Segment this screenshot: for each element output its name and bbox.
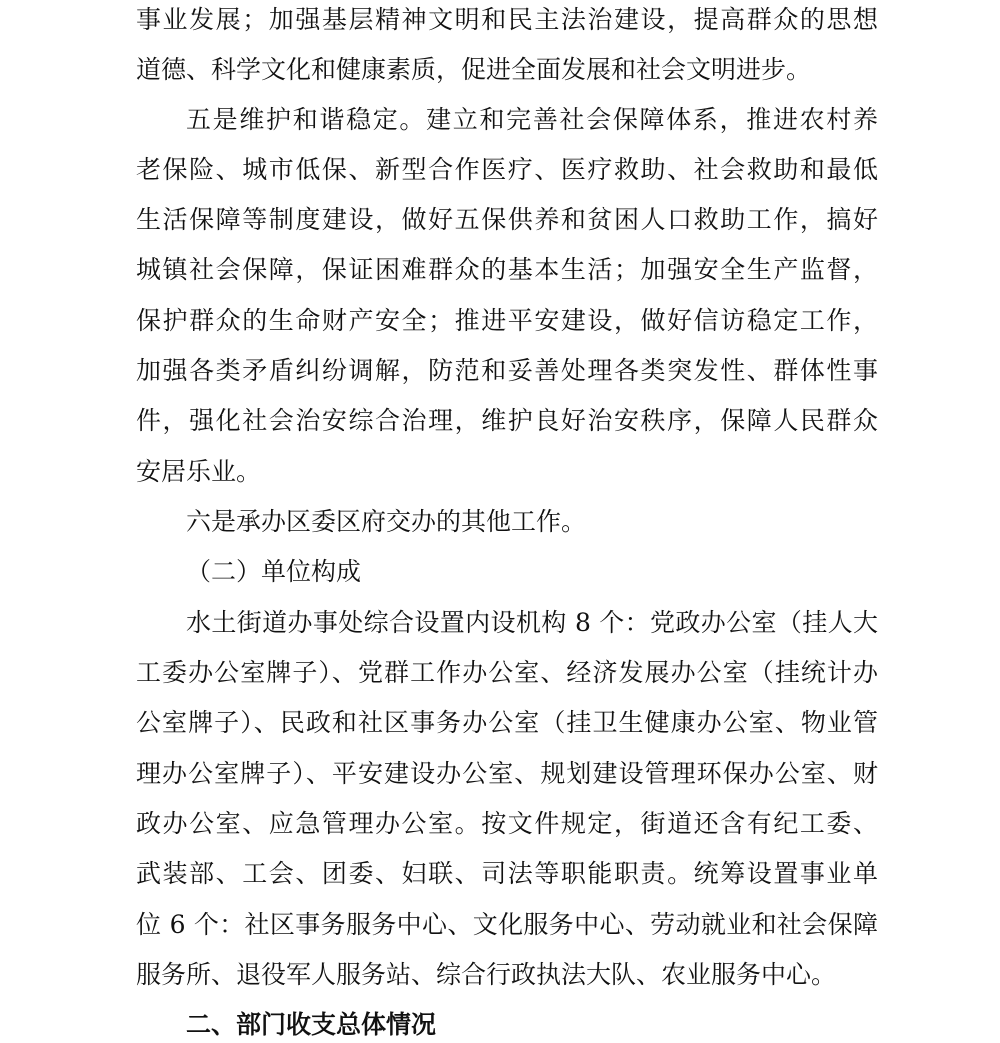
text-line: 事业发展；加强基层精神文明和民主法治建设，提高群众的思想 [136, 5, 878, 34]
text-line: 六是承办区委区府交办的其他工作。 [186, 507, 587, 536]
text-line: 生活保障等制度建设，做好五保供养和贫困人口救助工作，搞好 [136, 205, 878, 234]
text-line: 安居乐业。 [136, 457, 262, 486]
text-line: 道德、科学文化和健康素质，促进全面发展和社会文明进步。 [136, 55, 812, 84]
text-line: 五是维护和谐稳定。建立和完善社会保障体系，推进农村养 [186, 105, 878, 134]
text-line: 武装部、工会、团委、妇联、司法等职能职责。统筹设置事业单 [136, 859, 878, 888]
subheading: （二）单位构成 [186, 557, 362, 586]
text-line: 加强各类矛盾纠纷调解，防范和妥善处理各类突发性、群体性事 [136, 356, 878, 385]
text-line: 理办公室牌子）、平安建设办公室、规划建设管理环保办公室、财 [136, 759, 878, 788]
text-line: 工委办公室牌子）、党群工作办公室、经济发展办公室（挂统计办 [136, 658, 878, 687]
text-line: 件，强化社会治安综合治理，维护良好治安秩序，保障人民群众 [136, 406, 878, 435]
text-line: 城镇社会保障，保证困难群众的基本生活；加强安全生产监督， [136, 255, 878, 284]
text-line: 位 6 个：社区事务服务中心、文化服务中心、劳动就业和社会保障 [136, 910, 878, 939]
section-heading: 二、部门收支总体情况 [186, 1010, 437, 1039]
text-line: 保护群众的生命财产安全；推进平安建设，做好信访稳定工作， [136, 306, 878, 335]
text-line: 公室牌子）、民政和社区事务办公室（挂卫生健康办公室、物业管 [136, 708, 878, 737]
text-line: 老保险、城市低保、新型合作医疗、医疗救助、社会救助和最低 [136, 155, 878, 184]
text-line: 政办公室、应急管理办公室。按文件规定，街道还含有纪工委、 [136, 809, 878, 838]
text-line: 水土街道办事处综合设置内设机构 8 个：党政办公室（挂人大 [186, 608, 878, 637]
text-line: 服务所、退役军人服务站、综合行政执法大队、农业服务中心。 [136, 960, 837, 989]
